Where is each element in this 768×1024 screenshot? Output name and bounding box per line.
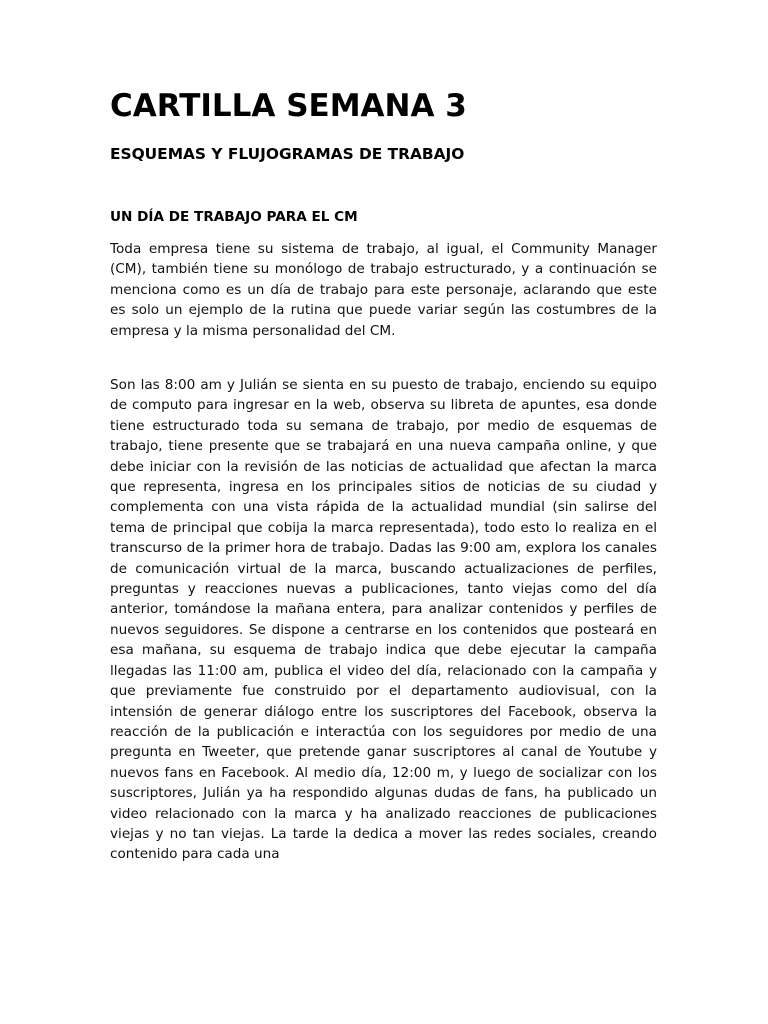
body-paragraph-2: Son las 8:00 am y Julián se sienta en su puesto de trabajo, enciendo su equipo de computo para ingresar en la web, observa su libreta de apuntes, esa donde tiene estructurado toda su semana de trabajo, por medio de esquemas de trabajo, tiene presente que se trabajará en una nueva campaña online, y que debe iniciar con la revisión de las noticias de actualidad que afectan la marca que representa, ingresa en los principales sitios de noticias de su ciudad y complementa con una vista rápida de la actualidad mundial (sin salirse del tema de principal que cobija la marca representada), todo esto lo realiza en el transcurso de la primer hora de trabajo. Dadas las 9:00 am, explora los canales de comunicación virtual de la marca, buscando actualizaciones de perfiles, preguntas y reacciones nuevas a publicaciones, tanto viejas como del día anterior, tomándose la mañana entera, para analizar contenidos y perfiles de nuevos seguidores. Se dispone a centrarse en los contenidos que posteará en esa mañana, su esquema de trabajo indica que debe ejecutar la campaña llegadas las 11:00 am, publica el video del día, relacionado con la campaña y que previamente fue construido por el departamento audiovisual, con la intensión de generar diálogo entre los suscriptores del Facebook, observa la reacción de la publicación e interactúa con los seguidores por medio de una pregunta en Tweeter, que pretende ganar suscriptores al canal de Youtube y nuevos fans en Facebook. Al medio día, 12:00 m, y luego de socializar con los suscriptores, Julián ya ha respondido algunas dudas de fans, ha publicado un video relacionado con la marca y ha analizado reacciones de publicaciones viejas y no tan viejas. La tarde la dedica a mover las redes sociales, creando contenido para cada una: [110, 377, 657, 863]
document-title: CARTILLA SEMANA 3: [110, 88, 467, 124]
document-subtitle: ESQUEMAS Y FLUJOGRAMAS DE TRABAJO: [110, 145, 465, 163]
body-paragraph-1: Toda empresa tiene su sistema de trabajo, al igual, el Community Manager (CM), también tiene su monólogo de trabajo estructurado, y a continuación se menciona como es un día de trabajo para este personaje, aclarando que este es solo un ejemplo de la rutina que puede variar según las costumbres de la empresa y la misma personalidad del CM.: [110, 241, 657, 339]
section-heading: UN DÍA DE TRABAJO PARA EL CM: [110, 209, 358, 225]
